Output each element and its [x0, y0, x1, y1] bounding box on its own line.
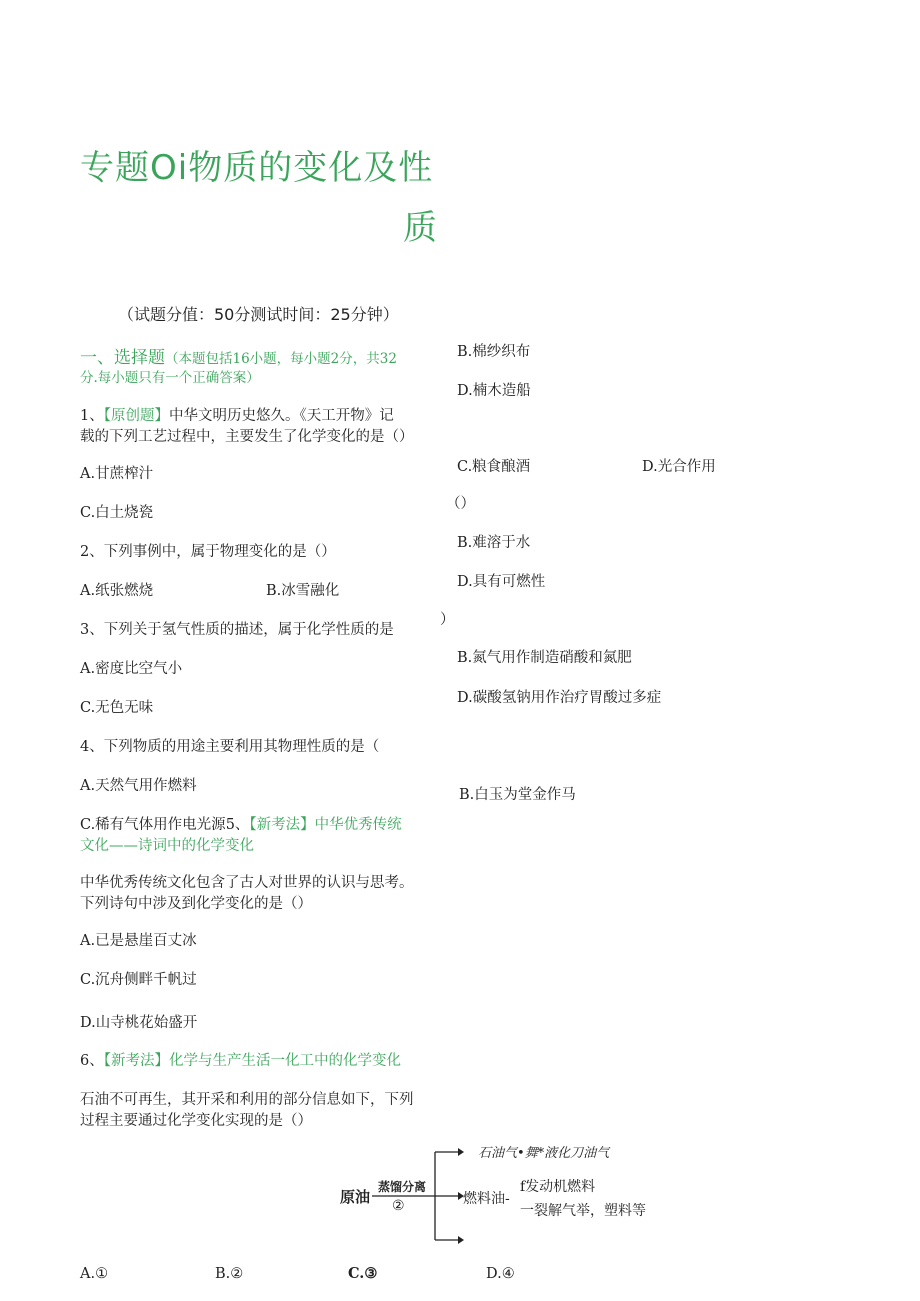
- q1-option-c[interactable]: C.白土烧瓷: [80, 505, 154, 521]
- q2-option-a[interactable]: A.纸张燃烧: [80, 583, 154, 599]
- q3-option-c[interactable]: C.无色无味: [80, 700, 154, 716]
- arrow-head-top: [458, 1148, 464, 1156]
- page-title: 专题Oi物质的变化及性: [80, 148, 434, 188]
- diagram-crack: 一裂解气举，塑料等: [520, 1203, 646, 1219]
- question-5-number: 5、: [225, 817, 250, 833]
- q3-option-d[interactable]: D.具有可燃性: [457, 574, 546, 590]
- question-6-tag: 【新考法】: [103, 1053, 169, 1069]
- q2-option-d[interactable]: D.光合作用: [642, 459, 716, 475]
- question-number: 1、: [80, 408, 104, 424]
- question-5-heading: 中华优秀传统: [314, 817, 402, 833]
- q4-option-b[interactable]: B.氮气用作制造硝酸和氮肥: [457, 650, 632, 666]
- question-text: 中华文明历史悠久。《天工开物》记: [168, 408, 394, 424]
- q6-option-d[interactable]: D.④: [486, 1266, 515, 1282]
- question-4: 4、下列物质的用途主要利用其物理性质的是（: [80, 739, 380, 755]
- question-1-line2: 载的下列工艺过程中，主要发生了化学变化的是（）: [80, 429, 414, 445]
- page-title-continued: 质: [403, 208, 438, 248]
- petroleum-diagram: [330, 1136, 670, 1248]
- question-5-tag: 【新考法】: [249, 817, 315, 833]
- diagram-middle: 燃料油-: [463, 1191, 510, 1207]
- question-5-intro-line2: 下列诗句中涉及到化学变化的是（）: [80, 896, 312, 912]
- q2-option-c[interactable]: C.粮食酿酒: [457, 459, 531, 475]
- q4-option-d-cut[interactable]: [457, 686, 662, 706]
- question-6-number: 6、: [80, 1053, 104, 1069]
- question-6-intro-line2: 过程主要通过化学变化实现的是（）: [80, 1113, 312, 1129]
- q5-option-b[interactable]: B.白玉为堂金作马: [459, 787, 576, 803]
- question-6-heading: 化学与生产生活一化工中的化学变化: [168, 1053, 401, 1069]
- q4-option-a[interactable]: A.天然气用作燃料: [80, 778, 197, 794]
- question-6-intro: 石油不可再生，其开采和利用的部分信息如下，下列: [80, 1092, 414, 1108]
- q2-option-b[interactable]: B.冰雪融化: [266, 583, 340, 599]
- section-title: 一、选择题: [80, 348, 165, 368]
- exam-info: （试题分值：50分测试时间：25分钟）: [118, 305, 399, 324]
- q6-option-c[interactable]: C.③: [348, 1265, 378, 1282]
- q4-option-c[interactable]: C.稀有气体用作电光源: [80, 817, 226, 833]
- question-6: [80, 1049, 401, 1073]
- question-tag: 【原创题】: [103, 408, 169, 424]
- section-note: （本题包括16小题，每小题2分，共32: [165, 351, 397, 367]
- diagram-process: 蒸馏分离: [378, 1180, 427, 1194]
- q6-option-b[interactable]: B.②: [215, 1266, 244, 1282]
- arrow-head-bottom: [458, 1236, 464, 1244]
- question-5-intro: 中华优秀传统文化包含了古人对世界的认识与思考。: [80, 875, 414, 891]
- section-note-line2: 分.每小题只有一个正确答案）: [80, 370, 260, 386]
- q1-option-b[interactable]: B.棉纱织布: [457, 344, 531, 360]
- question-5-heading-line2: 文化——诗词中的化学变化: [80, 838, 254, 854]
- q1-option-a[interactable]: A.甘蔗榨汁: [80, 466, 154, 482]
- question-4-paren: ）: [440, 612, 455, 628]
- q6-option-a[interactable]: A.①: [80, 1266, 109, 1282]
- q5-option-d[interactable]: D.山寺桃花始盛开: [80, 1015, 198, 1031]
- q4-option-d: D.碳酸氢钠用作治疗胃酸过多症: [457, 690, 662, 706]
- diagram-branch-top: 石油气•舞*液化刀油气: [478, 1146, 610, 1161]
- diagram-fuel-use: f发动机燃料: [520, 1179, 596, 1195]
- question-3-paren: （）: [446, 496, 475, 512]
- question-3: 3、下列关于氢气性质的描述，属于化学性质的是: [80, 622, 394, 638]
- q5-option-c[interactable]: C.沉舟侧畔千帆过: [80, 972, 197, 988]
- q1-option-d[interactable]: D.楠木造船: [457, 383, 531, 399]
- q3-option-b[interactable]: B.难溶于水: [457, 535, 531, 551]
- q5-option-a[interactable]: A.已是悬崖百丈冰: [80, 933, 197, 949]
- diagram-source: 原油: [340, 1188, 371, 1206]
- question-2: 2、下列事例中，属于物理变化的是（）: [80, 544, 336, 560]
- section-heading: [80, 343, 397, 368]
- diagram-step: ②: [392, 1198, 405, 1214]
- q3-option-a[interactable]: A.密度比空气小: [80, 661, 183, 677]
